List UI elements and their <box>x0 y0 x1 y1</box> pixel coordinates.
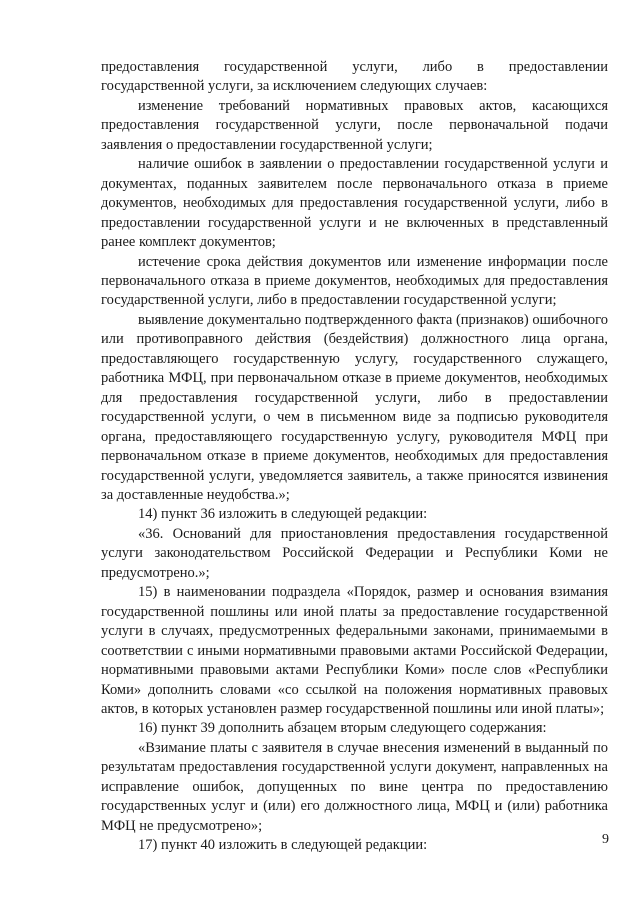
paragraph-item-39-text: «Взимание платы с заявителя в случае внесения изменений в выданный по результатам предоставления государственной услуги документ, направленных на исправление ошибок, допущенных по вине центра по предоставлению государственных услуг и (или) его должностного лица, МФЦ и (или) работника МФЦ не предусмотрено»; <box>101 739 608 834</box>
paragraph-item-15: 15) в наименовании подраздела «Порядок, размер и основания взимания государственной пошлины или иной платы за предоставление государственной услуги в случаях, предусмотренных федеральными законами, принимаемыми в соответствии с иными нормативными правовыми актами Российской Федерации, нормативными правовыми актами Республики Коми» после слов «Республики Коми» дополнить словами «со ссылкой на положения нормативных правовых актов, в которых установлен размер государственной пошлины или иной платы»; <box>101 584 608 717</box>
paragraph-item-36-text: «36. Оснований для приостановления предоставления государственной услуги законодательством Российской Федерации и Республики Коми не предусмотрено.»; <box>101 525 608 581</box>
paragraph-exception-3: истечение срока действия документов или изменение информации после первоначального отказа в приеме документов, необходимых для предоставления государственной услуги, либо в предоставлении государственной услуги; <box>101 253 608 309</box>
paragraph-exception-2: наличие ошибок в заявлении о предоставлении государственной услуги и документах, поданных заявителем после первоначального отказа в приеме документов, необходимых для предоставления государственной услуги, либо в предоставлении государственной услуги и не включенных в представленный ранее комплект документов; <box>101 156 608 251</box>
paragraph-exception-4: выявление документально подтвержденного факта (признаков) ошибочного или противоправного действия (бездействия) должностного лица органа, предоставляющего государственную услугу, государственного служащего, работника МФЦ, при первоначальном отказе в приеме документов, необходимых для предоставления государственной услуги, либо в предоставлении государственной услуги, о чем в письменном виде за подписью руководителя органа, предоставляющего государственную услугу, руководителя МФЦ при первоначальном отказе в приеме документов, необходимых для предоставления государственной услуги, уведомляется заявитель, а также приносятся извинения за доставленные неудобства.»; <box>101 311 608 503</box>
document-body <box>101 58 608 856</box>
paragraph-item-16: 16) пункт 39 дополнить абзацем вторым следующего содержания: <box>138 720 547 737</box>
paragraph-continuation: предоставления государственной услуги, либо в предоставлении государственной услуги, за исключением следующих случаев: <box>101 59 608 95</box>
paragraph-item-14: 14) пункт 36 изложить в следующей редакции: <box>138 506 428 523</box>
paragraph-exception-1: изменение требований нормативных правовых актов, касающихся предоставления государственной услуги, после первоначальной подачи заявления о предоставлении государственной услуги; <box>101 97 608 153</box>
page-number: 9 <box>602 832 609 847</box>
paragraph-item-17: 17) пункт 40 изложить в следующей редакции: <box>138 837 428 854</box>
